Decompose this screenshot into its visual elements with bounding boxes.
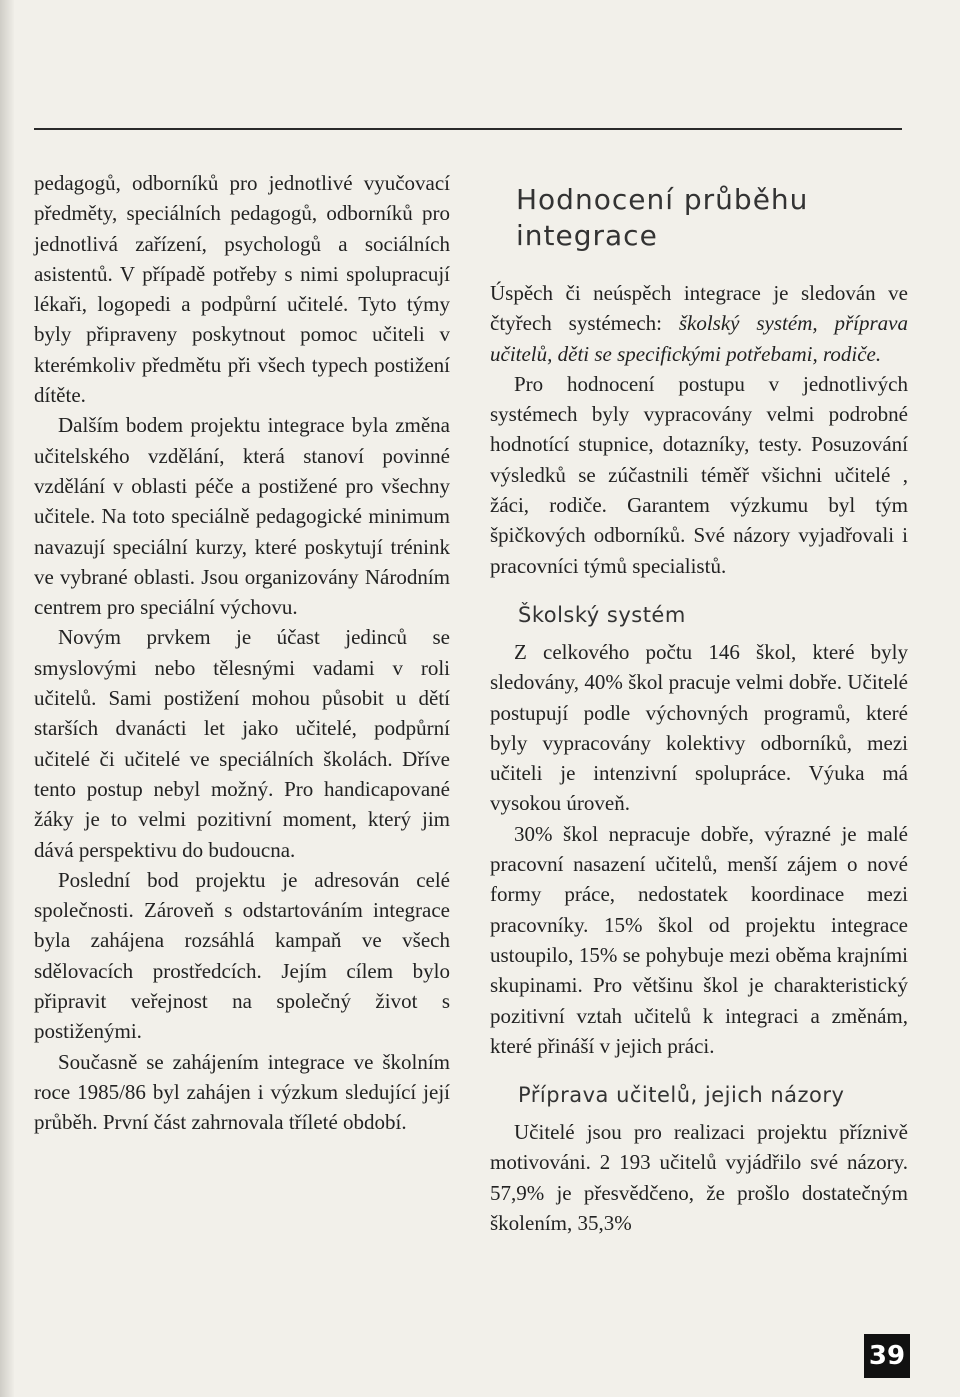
paragraph: Dalším bodem projektu integrace byla změna učitelského vzdělání, která stanoví povinné vzdělání v oblasti péče a postižené pro všechny učitele. Na toto speciálně pedagogické minimum navazují speciální kurzy, které poskytují trénink ve vybrané oblasti. Jsou organizovány Národním centrem pro speciální výchovu. xyxy=(34,413,450,620)
paragraph: Poslední bod projektu je adresován celé společnosti. Zároveň s odstartováním integrace byla zahájena rozsáhlá kampaň ve všech sdělovacích prostředcích. Jejím cílem bylo připravit veřejnost na společný život s postiženými. xyxy=(34,867,450,1044)
paragraph: Pro hodnocení postupu v jednotlivých systémech byly vypracovány velmi podrobné hodnotící stupnice, dotazníky, testy. Posuzování výsledků se zúčastnili téměř všichni učitelé , žáci, rodiče. Garantem výzkumu byl tým špičkových odborníků. Své názory vyjadřovali i pracovníci týmů specialistů. xyxy=(490,371,908,578)
paragraph xyxy=(490,278,908,369)
paragraph: Z celkového počtu 146 škol, které byly sledovány, 40% škol pracuje velmi dobře. Učitelé postupují podle výchovných programů, které byly vypracovány kolektivy odborníků, mezi učiteli je intenzivní spolupráce. Výuka má vysokou úroveň. xyxy=(490,639,908,816)
paragraph: 30% škol nepracuje dobře, výrazné je malé pracovní nasazení učitelů, menší zájem o nové formy práce, nedostatek koordinace mezi pracovníky. 15% škol od projektu integrace ustoupilo, 15% se pohybuje mezi oběma krajními skupinami. Pro většinu škol je charakteristický pozitivní vztah učitelů k integraci a změnám, které přináší v jejich práci. xyxy=(490,821,908,1058)
subsection-heading: Příprava učitelů, jejich názory xyxy=(518,1083,845,1108)
page-number: 39 xyxy=(864,1334,910,1378)
paragraph: Současně se zahájením integrace ve školním roce 1985/86 byl zahájen i výzkum sledující její průběh. První část zahrnovala tříleté období. xyxy=(34,1049,450,1135)
paragraph: Učitelé jsou pro realizaci projektu příznivě motivováni. 2 193 učitelů vyjádřilo své názory. 57,9% je přesvědčeno, že prošlo dostatečným školením, 35,3% xyxy=(490,1120,908,1236)
paragraph: Novým prvkem je účast jedinců se smyslovými nebo tělesnými vadami v roli učitelů. Sami postižení mohou působit u dětí starších dvanácti let jako učitelé, podpůrní učitelé či učitelé ve speciálních školách. Dříve tento postup nebyl možný. Pro handicapované žáky je to velmi pozitivní moment, který jim dává perspektivu do budoucna. xyxy=(34,625,450,862)
header-rule xyxy=(34,128,902,130)
left-column xyxy=(34,168,450,1138)
systems-list: školský systém, příprava učitelů, děti se specifickými potřebami, rodiče. xyxy=(490,311,908,366)
subsection-heading: Školský systém xyxy=(518,602,686,627)
right-column xyxy=(490,168,908,1238)
page-edge-shadow xyxy=(0,0,14,1397)
section-heading: Hodnocení průběhu integrace xyxy=(516,183,809,252)
intro-text: Úspěch či neúspěch integrace je sledován ve čtyřech systémech: xyxy=(490,281,908,336)
paragraph: pedagogů, odborníků pro jednotlivé vyučovací předměty, speciálních pedagogů, odborníků pro jednotlivá zařízení, psychologů a sociálních asistentů. V případě potřeby s nimi spolupracují lékaři, logopedi a podpůrní učitelé. Tyto týmy byly připraveny poskytnout pomoc učiteli v kterémkoliv předmětu při všech typech postižení dítěte. xyxy=(34,171,450,408)
